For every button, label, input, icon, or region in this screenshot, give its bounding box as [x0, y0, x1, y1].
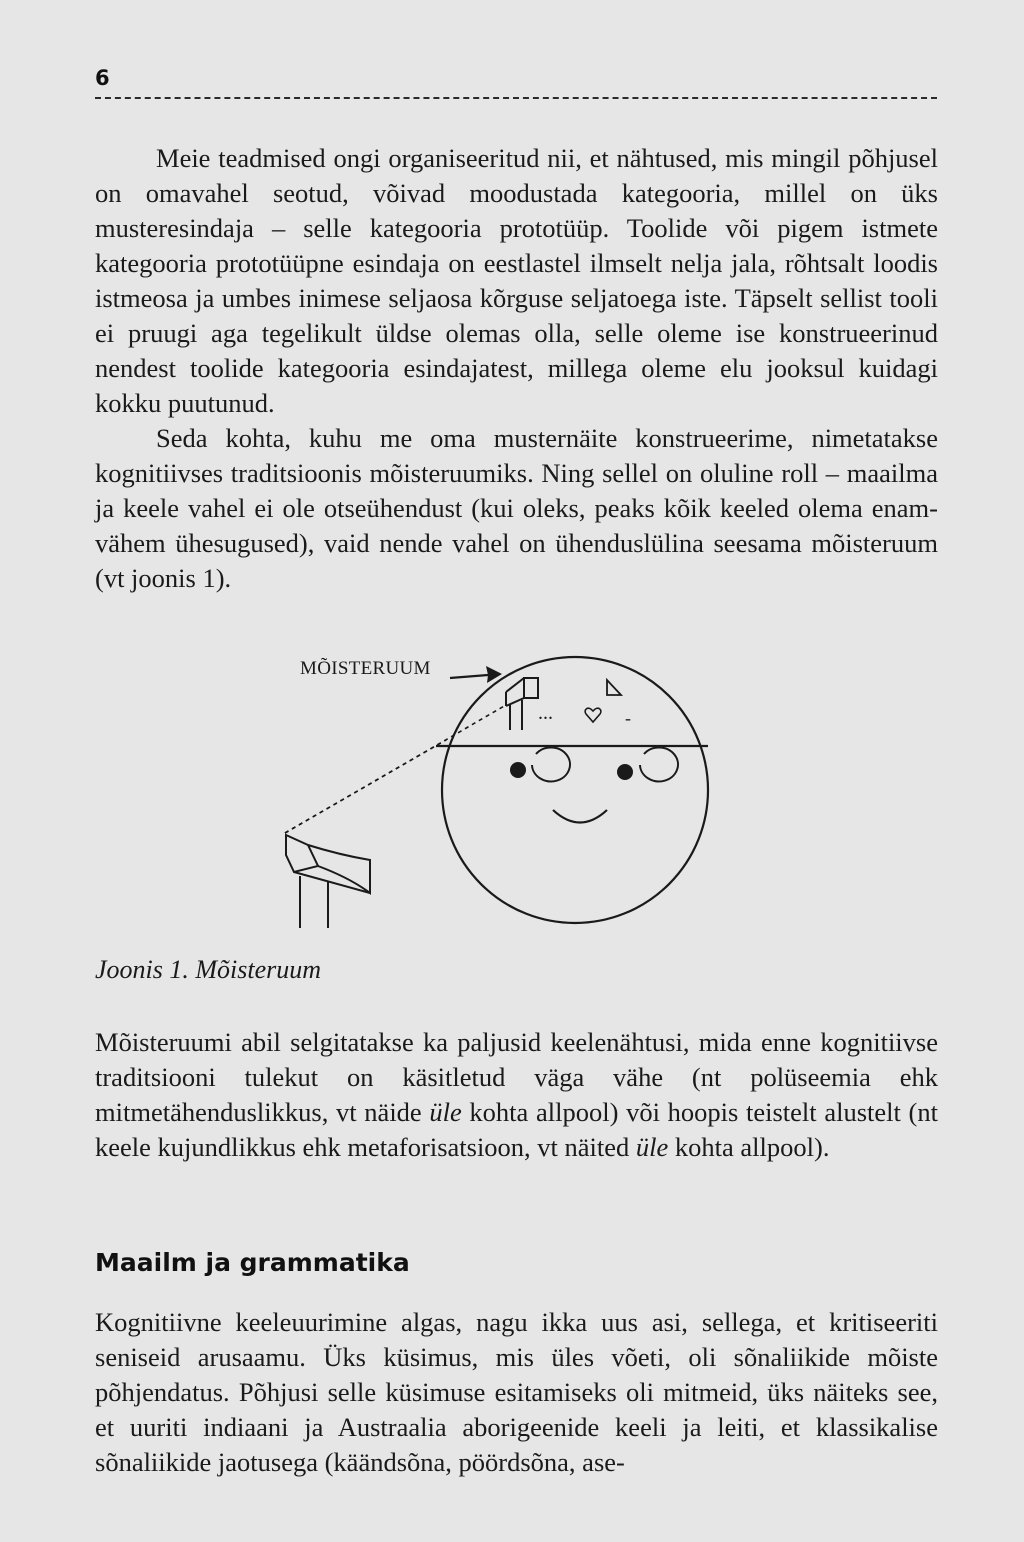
section-heading: Maailm ja grammatika	[95, 1248, 410, 1277]
mini-chair-icon	[506, 678, 538, 730]
example-word: üle	[635, 1132, 669, 1162]
paragraph-text: kohta allpool).	[668, 1132, 830, 1162]
paragraph-polysemy	[95, 1025, 938, 1165]
header-dashed-rule	[95, 97, 937, 99]
figure-label-concept-space: MÕISTERUUM	[300, 658, 431, 679]
heart-icon	[585, 708, 601, 722]
label-arrow	[450, 666, 502, 683]
smile	[553, 810, 607, 823]
figure-caption: Joonis 1. Mõisteruum	[95, 955, 322, 984]
paragraph-prototype: Meie teadmised ongi organiseeritud nii, et nähtused, mis mingil põhjusel on omavahel seotud, võivad moodustada kategooria, millel on üks musteresindaja – selle kategooria prototüüp. Toolide või pigem istmete kategooria prototüüpne esindaja on eestlastel ilmselt nelja jala, rõhtsalt loodis istmeosa ja umbes inimese seljaosa kõrguse seljatoega iste. Täpselt sellist tooli ei pruugi aga tegelikult üldse olemas olla, selle oleme ise konstrueerinud nendest toolide kategooria esindajatest, millega oleme elu jooksul kuidagi kokku puutunud.	[95, 143, 938, 418]
page-number: 6	[95, 66, 110, 90]
left-eye	[510, 747, 570, 781]
paragraph-text: kohta allpool) või hoopis teistelt alustelt (nt keele kujundlikkus ehk metaforisatsioon, vt näited	[95, 1097, 938, 1162]
paragraph-text: Mõisteruumi abil selgitatakse ka paljusid keelenähtusi, mida enne kognitiivse traditsiooni tulekut on käsitletud väga vähe (nt polüseemia ehk mitmetähenduslikkus, vt näide	[95, 1027, 938, 1127]
projection-line-lower	[285, 740, 446, 833]
concept-space-diagram	[270, 650, 730, 950]
figure-dash: -	[625, 708, 631, 728]
paragraph-concept-space: Seda kohta, kuhu me oma musternäite konstrueerime, nimetatakse kognitiivses traditsioonis mõisteruumiks. Ning sellel on oluline roll – maailma ja keele vahel ei ole otseühendust (kui oleks, peaks kõik keeled olema enam-vähem ühesugused), vaid nende vahel on ühenduslülina seesama mõisteruum (vt joonis 1).	[95, 423, 938, 593]
figure-concept-space	[270, 650, 730, 950]
head-circle	[442, 657, 708, 923]
projection-line-upper	[285, 705, 506, 833]
paragraph-word-classes: Kognitiivne keeleuurimine algas, nagu ikka uus asi, sellega, et kritiseeriti seniseid arusaamu. Üks küsimus, mis üles võeti, oli sõnaliikide mõiste põhjendatus. Põhjusi selle küsimuse esitamiseks oli mitmeid, üks näiteks see, et uuriti indiaani ja Austraalia aborigeenide keeli ja leiti, et klassikalise sõnaliikide jaotusega (käändsõna, pöördsõna, ase-	[95, 1307, 938, 1477]
triangle-icon	[607, 680, 621, 695]
right-eye	[617, 747, 678, 781]
figure-dots: ...	[538, 702, 553, 724]
example-word: üle	[429, 1097, 462, 1127]
chair-icon	[286, 835, 370, 928]
